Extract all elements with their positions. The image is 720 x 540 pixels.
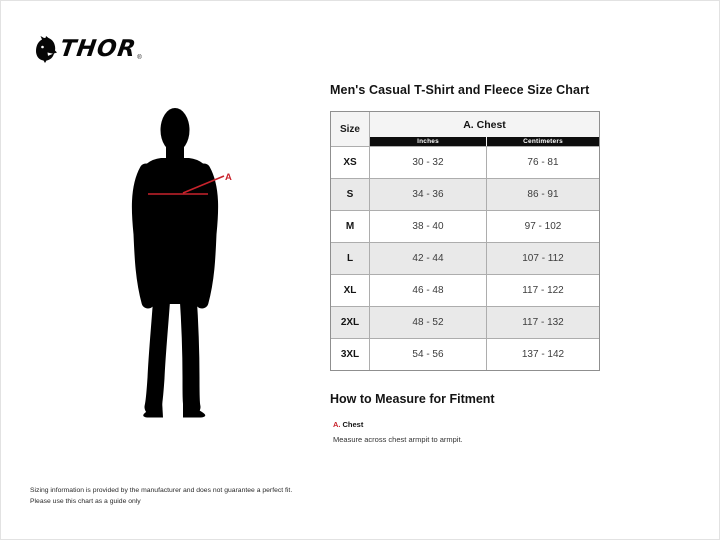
cell-inches: 46 - 48 [369,275,486,306]
cell-centimeters: 107 - 112 [486,243,599,274]
table-row [331,338,599,370]
cell-size: 3XL [340,349,360,360]
table-row [331,274,599,306]
thor-helmet-icon [34,36,57,63]
cell-size: XL [343,285,357,296]
measure-item-label: Chest [342,420,364,429]
table-header [331,112,599,146]
measurement-label-a: A [225,172,232,183]
cell-inches: 34 - 36 [369,179,486,210]
cell-centimeters: 86 - 91 [486,179,599,210]
brand-logo [34,36,142,63]
cell-centimeters: 97 - 102 [486,211,599,242]
measure-item-chest [333,414,463,444]
cell-size: 2XL [340,317,360,328]
table-row [331,146,599,178]
measure-item-key: A. [333,420,341,429]
footer-line-2: Please use this chart as a guide only [30,497,141,505]
cell-inches: 48 - 52 [369,307,486,338]
cell-centimeters: 137 - 142 [486,339,599,370]
column-group-chest [369,112,599,146]
cell-inches: 30 - 32 [369,147,486,178]
measure-item-description: Measure across chest armpit to armpit. [333,435,463,444]
size-chart-title: Men's Casual T-Shirt and Fleece Size Chart [330,83,590,97]
table-row [331,178,599,210]
cell-centimeters: 117 - 132 [486,307,599,338]
size-chart-table [330,111,600,371]
column-header-size: Size [331,112,369,146]
cell-size: M [345,221,355,232]
column-group-chest-label: A. Chest [370,112,599,137]
cell-size: L [346,253,354,264]
column-header-inches: Inches [370,137,486,146]
cell-inches: 38 - 40 [369,211,486,242]
cell-size: XS [343,157,357,168]
table-body [331,146,599,370]
cell-centimeters: 117 - 122 [486,275,599,306]
footer-disclaimer [30,486,292,507]
registered-trademark-symbol: ® [137,55,142,61]
cell-centimeters: 76 - 81 [486,147,599,178]
cell-size: S [346,189,354,200]
unit-header-row [370,137,599,146]
table-row [331,306,599,338]
measure-item-title [333,414,463,432]
cell-inches: 42 - 44 [369,243,486,274]
column-header-centimeters: Centimeters [486,137,599,146]
brand-wordmark: THOR [58,36,139,62]
measure-heading: How to Measure for Fitment [330,392,495,406]
footer-line-1: Sizing information is provided by the manufacturer and does not guarantee a perfect fit. [30,487,293,494]
table-row [331,242,599,274]
body-silhouette [125,106,245,422]
cell-inches: 54 - 56 [369,339,486,370]
table-row [331,210,599,242]
